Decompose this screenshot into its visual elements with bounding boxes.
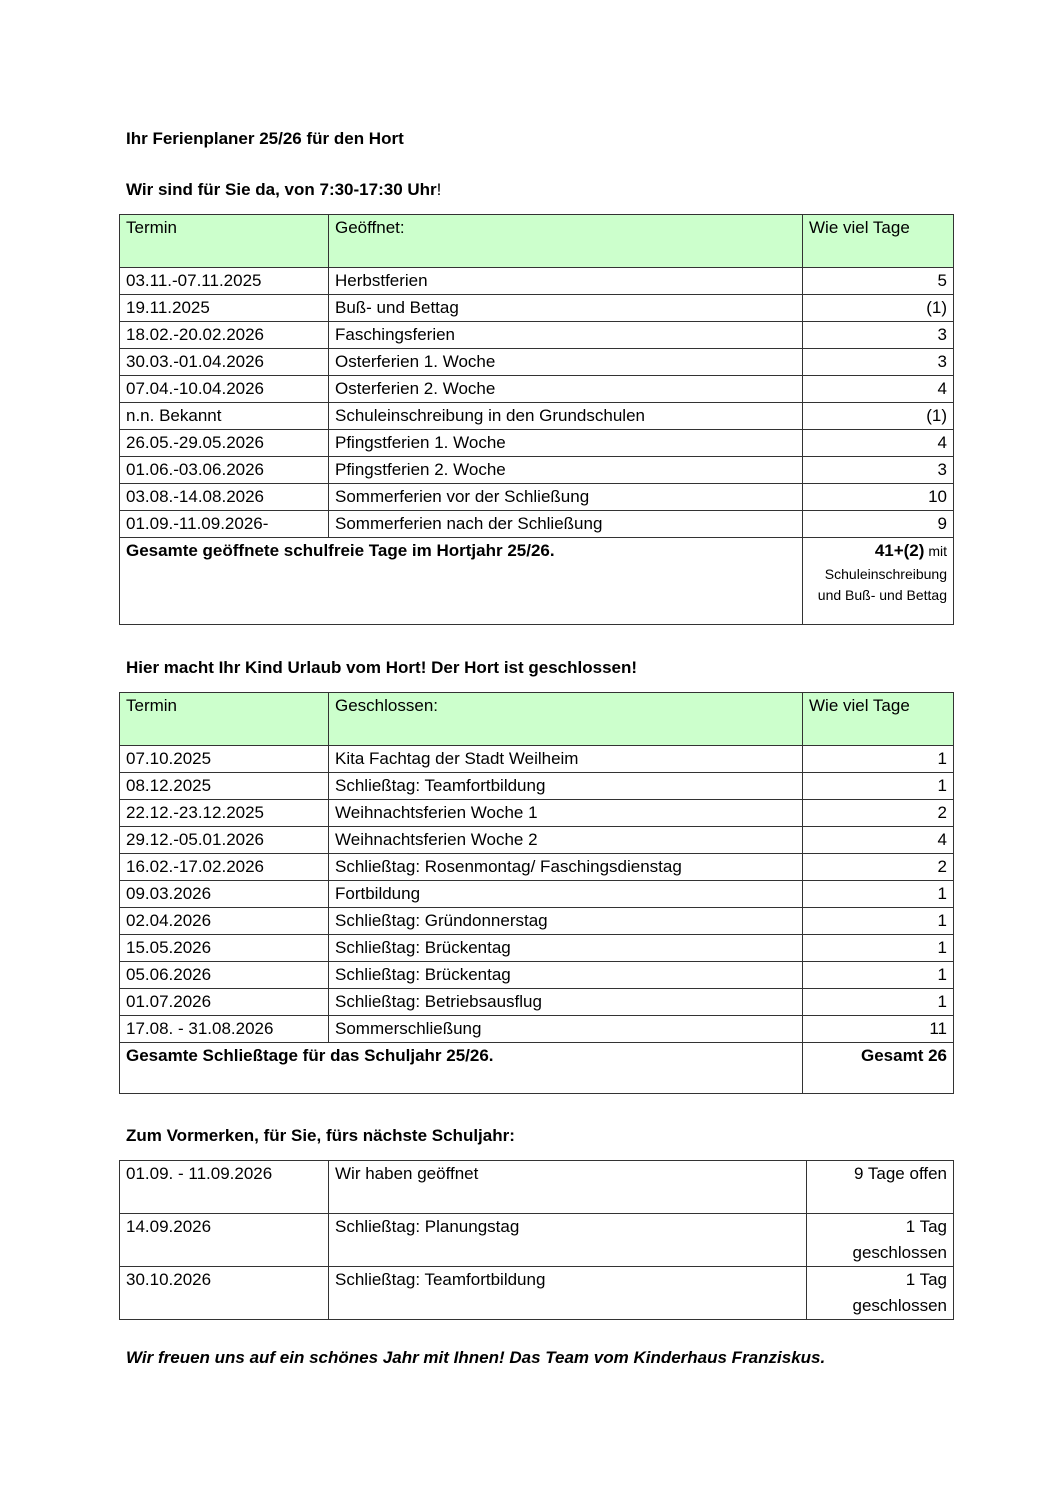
desc-cell: Weihnachtsferien Woche 2 xyxy=(329,827,803,854)
days-cell: 10 xyxy=(803,484,954,511)
date-cell: 17.08. - 31.08.2026 xyxy=(120,1016,329,1043)
date-cell: n.n. Bekannt xyxy=(120,403,329,430)
desc-cell: Kita Fachtag der Stadt Weilheim xyxy=(329,746,803,773)
table-row xyxy=(120,1267,954,1320)
date-cell: 02.04.2026 xyxy=(120,908,329,935)
days-cell: (1) xyxy=(803,403,954,430)
total-suffix: mit xyxy=(924,543,947,559)
table-row xyxy=(120,989,954,1016)
days-cell: 1 xyxy=(803,746,954,773)
desc-cell: Schließtag: Planungstag xyxy=(329,1214,807,1267)
desc-cell: Schließtag: Teamfortbildung xyxy=(329,1267,807,1320)
days-cell: 4 xyxy=(803,430,954,457)
date-cell: 05.06.2026 xyxy=(120,962,329,989)
date-cell: 09.03.2026 xyxy=(120,881,329,908)
date-cell: 15.05.2026 xyxy=(120,935,329,962)
total-label: Gesamte Schließtage für das Schuljahr 25/26. xyxy=(120,1043,803,1094)
table-row xyxy=(120,881,954,908)
total-row xyxy=(120,538,954,625)
table-row xyxy=(120,376,954,403)
date-cell: 26.05.-29.05.2026 xyxy=(120,430,329,457)
days-cell: 1 Tag geschlossen xyxy=(807,1267,954,1320)
date-cell: 01.09.-11.09.2026- xyxy=(120,511,329,538)
date-cell: 01.09. - 11.09.2026 xyxy=(120,1161,329,1214)
total-note: Schuleinschreibung und Buß- und Bettag xyxy=(817,566,947,603)
date-cell: 07.04.-10.04.2026 xyxy=(120,376,329,403)
header-termin: Termin xyxy=(120,215,329,268)
date-cell: 03.11.-07.11.2025 xyxy=(120,268,329,295)
desc-cell: Weihnachtsferien Woche 1 xyxy=(329,800,803,827)
table-row xyxy=(120,1161,954,1214)
desc-cell: Schließtag: Brückentag xyxy=(329,935,803,962)
days-cell: 5 xyxy=(803,268,954,295)
desc-cell: Fortbildung xyxy=(329,881,803,908)
desc-cell: Schließtag: Betriebsausflug xyxy=(329,989,803,1016)
date-cell: 30.03.-01.04.2026 xyxy=(120,349,329,376)
table-row xyxy=(120,1016,954,1043)
days-cell: 1 Tag geschlossen xyxy=(807,1214,954,1267)
next-year-heading: Zum Vormerken, für Sie, fürs nächste Schuljahr: xyxy=(126,1126,515,1145)
desc-cell: Osterferien 1. Woche xyxy=(329,349,803,376)
page-title: Ihr Ferienplaner 25/26 für den Hort xyxy=(126,129,404,148)
table-row xyxy=(120,935,954,962)
desc-cell: Wir haben geöffnet xyxy=(329,1161,807,1214)
date-cell: 30.10.2026 xyxy=(120,1267,329,1320)
days-cell: 1 xyxy=(803,962,954,989)
table-row xyxy=(120,773,954,800)
desc-cell: Pfingstferien 2. Woche xyxy=(329,457,803,484)
days-cell: 3 xyxy=(803,349,954,376)
days-cell: 11 xyxy=(803,1016,954,1043)
table-header-row xyxy=(120,215,954,268)
open-heading-text: Wir sind für Sie da, von 7:30-17:30 Uhr xyxy=(126,180,437,199)
date-cell: 16.02.-17.02.2026 xyxy=(120,854,329,881)
days-cell: 9 Tage offen xyxy=(807,1161,954,1214)
total-value: Gesamt 26 xyxy=(803,1043,954,1094)
desc-cell: Schließtag: Rosenmontag/ Faschingsdienstag xyxy=(329,854,803,881)
total-label: Gesamte geöffnete schulfreie Tage im Hortjahr 25/26. xyxy=(120,538,803,625)
desc-cell: Sommerferien nach der Schließung xyxy=(329,511,803,538)
desc-cell: Sommerschließung xyxy=(329,1016,803,1043)
table-row xyxy=(120,746,954,773)
table-row xyxy=(120,322,954,349)
days-cell: 3 xyxy=(803,322,954,349)
days-cell: 1 xyxy=(803,989,954,1016)
desc-cell: Herbstferien xyxy=(329,268,803,295)
date-cell: 03.08.-14.08.2026 xyxy=(120,484,329,511)
desc-cell: Schließtag: Gründonnerstag xyxy=(329,908,803,935)
desc-cell: Osterferien 2. Woche xyxy=(329,376,803,403)
desc-cell: Sommerferien vor der Schließung xyxy=(329,484,803,511)
open-heading xyxy=(126,180,441,200)
desc-cell: Schließtag: Brückentag xyxy=(329,962,803,989)
desc-cell: Pfingstferien 1. Woche xyxy=(329,430,803,457)
closed-days-table xyxy=(119,692,954,1094)
table-row xyxy=(120,430,954,457)
table-row xyxy=(120,511,954,538)
date-cell: 22.12.-23.12.2025 xyxy=(120,800,329,827)
table-row xyxy=(120,403,954,430)
days-cell: 1 xyxy=(803,908,954,935)
days-cell: 9 xyxy=(803,511,954,538)
header-geschlossen: Geschlossen: xyxy=(329,693,803,746)
table-row xyxy=(120,827,954,854)
date-cell: 08.12.2025 xyxy=(120,773,329,800)
header-days: Wie viel Tage xyxy=(803,693,954,746)
header-termin: Termin xyxy=(120,693,329,746)
desc-cell: Buß- und Bettag xyxy=(329,295,803,322)
table-row xyxy=(120,962,954,989)
table-row xyxy=(120,484,954,511)
date-cell: 14.09.2026 xyxy=(120,1214,329,1267)
header-days: Wie viel Tage xyxy=(803,215,954,268)
total-number: 41+(2) xyxy=(874,541,925,560)
table-header-row xyxy=(120,693,954,746)
date-cell: 29.12.-05.01.2026 xyxy=(120,827,329,854)
open-heading-exclaim: ! xyxy=(436,180,442,199)
date-cell: 07.10.2025 xyxy=(120,746,329,773)
desc-cell: Schließtag: Teamfortbildung xyxy=(329,773,803,800)
table-row xyxy=(120,800,954,827)
date-cell: 19.11.2025 xyxy=(120,295,329,322)
days-cell: 4 xyxy=(803,376,954,403)
table-row xyxy=(120,1214,954,1267)
next-year-table xyxy=(119,1160,954,1320)
date-cell: 01.07.2026 xyxy=(120,989,329,1016)
days-cell: 1 xyxy=(803,935,954,962)
table-row xyxy=(120,457,954,484)
table-row xyxy=(120,295,954,322)
total-row xyxy=(120,1043,954,1094)
closing-message: Wir freuen uns auf ein schönes Jahr mit Ihnen! Das Team vom Kinderhaus Franziskus. xyxy=(126,1348,826,1367)
days-cell: 3 xyxy=(803,457,954,484)
days-cell: 2 xyxy=(803,800,954,827)
header-geoeffnet: Geöffnet: xyxy=(329,215,803,268)
table-row xyxy=(120,854,954,881)
table-row xyxy=(120,349,954,376)
closed-heading: Hier macht Ihr Kind Urlaub vom Hort! Der Hort ist geschlossen! xyxy=(126,658,638,677)
table-row xyxy=(120,268,954,295)
total-value xyxy=(803,538,954,625)
desc-cell: Faschingsferien xyxy=(329,322,803,349)
desc-cell: Schuleinschreibung in den Grundschulen xyxy=(329,403,803,430)
days-cell: 2 xyxy=(803,854,954,881)
date-cell: 01.06.-03.06.2026 xyxy=(120,457,329,484)
days-cell: 1 xyxy=(803,881,954,908)
days-cell: (1) xyxy=(803,295,954,322)
days-cell: 1 xyxy=(803,773,954,800)
table-row xyxy=(120,908,954,935)
open-days-table xyxy=(119,214,954,625)
date-cell: 18.02.-20.02.2026 xyxy=(120,322,329,349)
days-cell: 4 xyxy=(803,827,954,854)
